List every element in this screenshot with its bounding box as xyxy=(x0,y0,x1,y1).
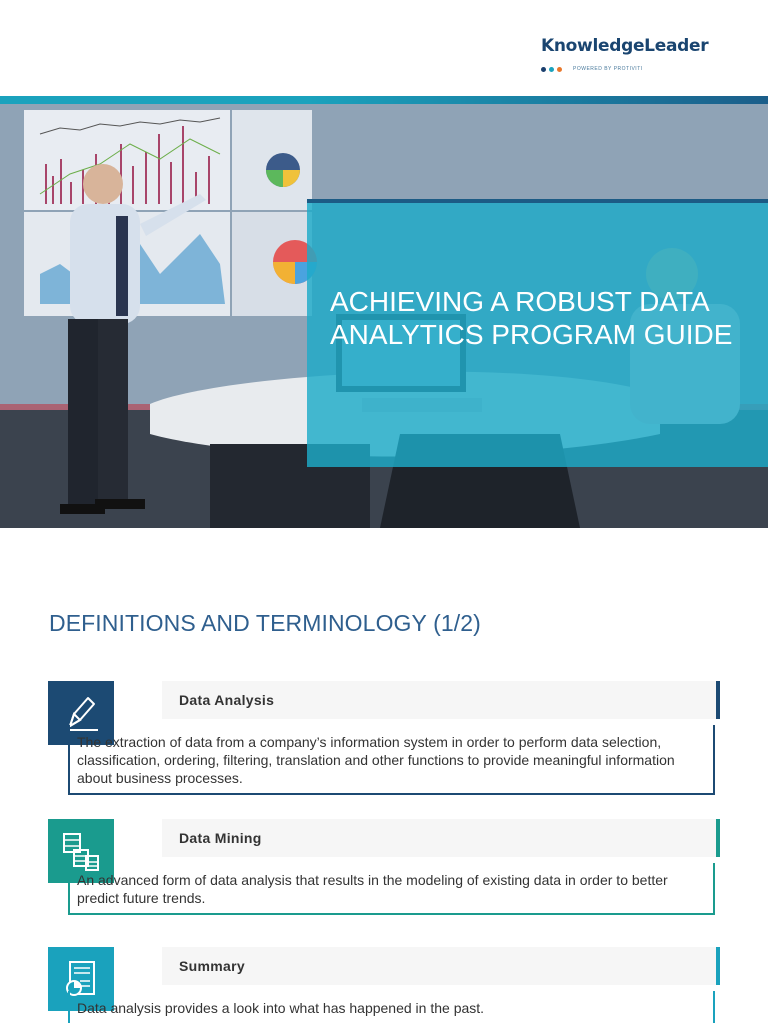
term-summary xyxy=(48,947,720,1024)
term-label: Data Analysis xyxy=(162,681,720,719)
section-title: DEFINITIONS AND TERMINOLOGY (1/2) xyxy=(49,610,481,636)
term-description: Data analysis provides a look into what has happened in the past. xyxy=(77,1000,485,1016)
hero-image xyxy=(0,104,768,528)
page-title: ACHIEVING A ROBUST DATA ANALYTICS PROGRAM GUIDE xyxy=(330,286,733,350)
term-description: The extraction of data from a company’s information system in order to perform data selection, classification, ordering, filtering, translation and other functions to provide meaningful information about business processes. xyxy=(77,734,675,786)
hero-accent-bar xyxy=(0,96,768,104)
term-description-box xyxy=(68,863,715,915)
brand-tagline-row xyxy=(541,66,643,72)
term-description-box xyxy=(68,725,715,795)
term-description: An advanced form of data analysis that results in the modeling of existing data in order to better predict future trends. xyxy=(77,872,668,906)
brand-name: KnowledgeLeader xyxy=(541,36,709,56)
term-data-analysis xyxy=(48,681,720,799)
brand-dot-1 xyxy=(541,67,546,72)
brand-dot-2 xyxy=(549,67,554,72)
term-description-box xyxy=(68,991,715,1023)
brand-logo xyxy=(541,36,741,72)
term-data-mining xyxy=(48,819,720,927)
brand-tagline: POWERED BY PROTIVITI xyxy=(573,66,643,72)
term-label: Summary xyxy=(162,947,720,985)
term-label: Data Mining xyxy=(162,819,720,857)
hero-title-box xyxy=(307,199,768,467)
brand-dot-3 xyxy=(557,67,562,72)
